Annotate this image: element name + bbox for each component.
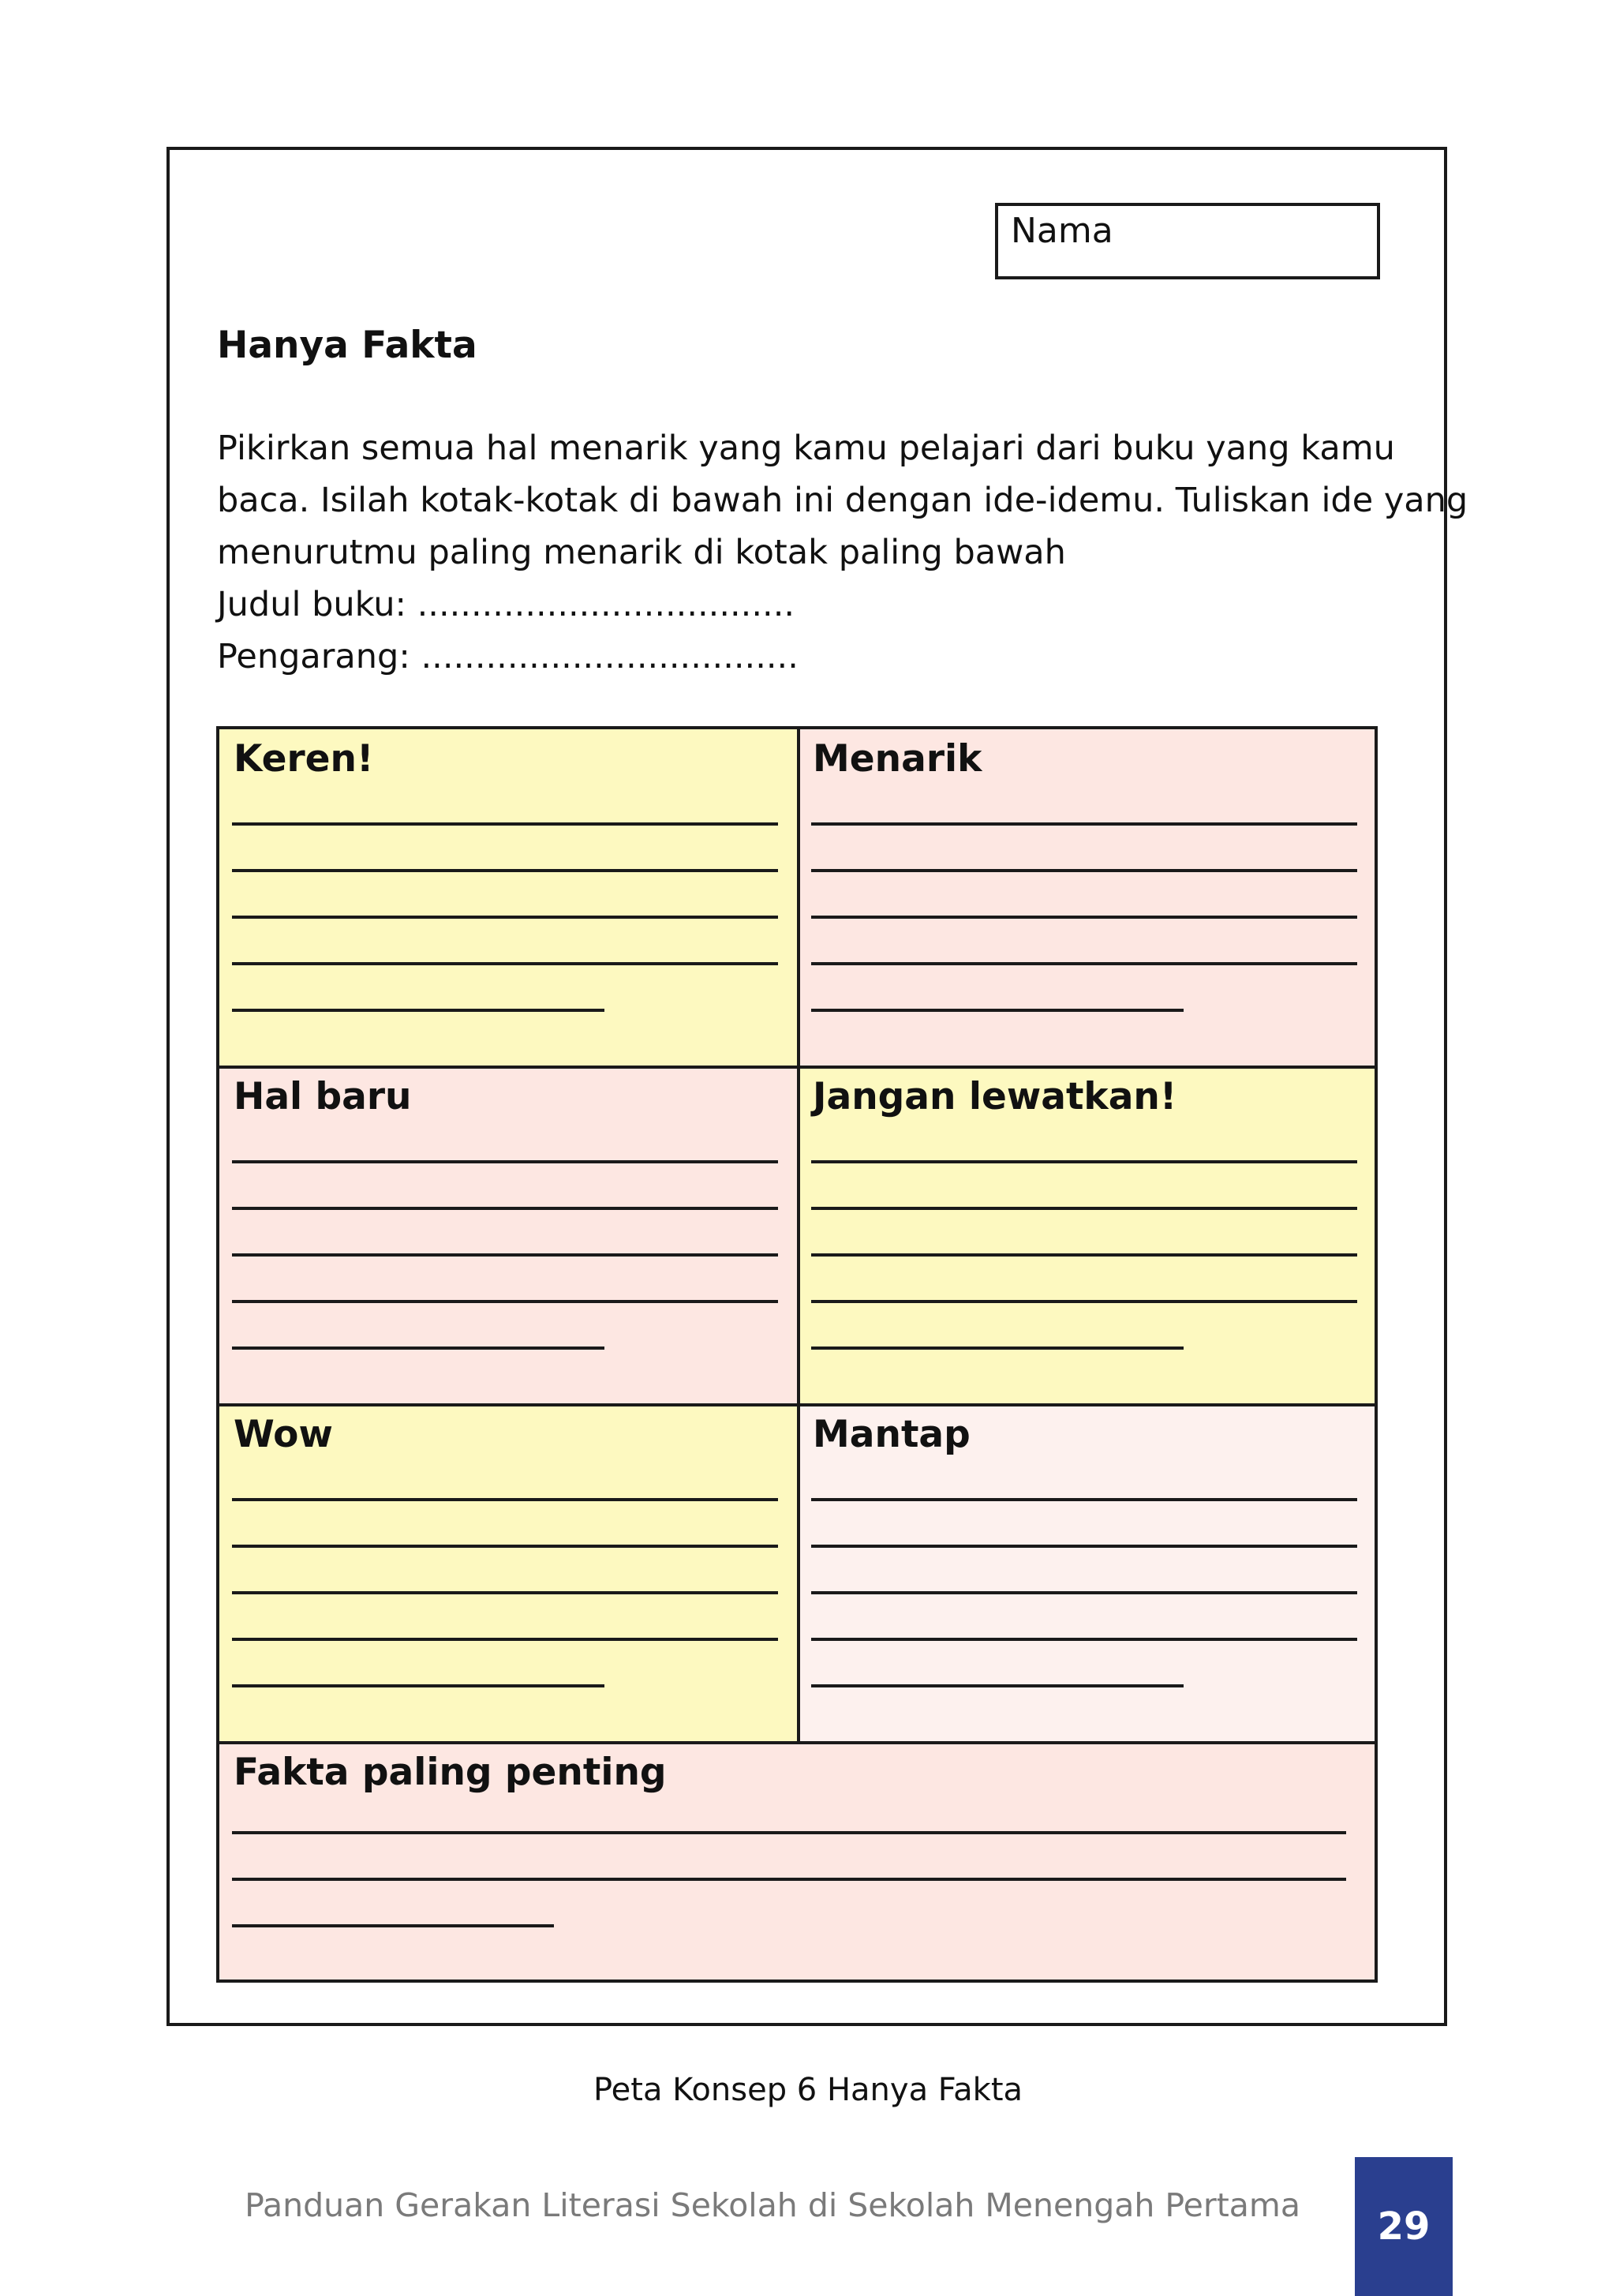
writing-line[interactable] bbox=[232, 1831, 1346, 1834]
writing-line[interactable] bbox=[811, 1498, 1357, 1501]
writing-line[interactable] bbox=[811, 1009, 1184, 1012]
cell-title: Jangan lewatkan! bbox=[813, 1075, 1177, 1118]
instruction-line-2: baca. Isilah kotak-kotak di bawah ini dengan ide-idemu. Tuliskan ide yang bbox=[217, 481, 1468, 520]
writing-line[interactable] bbox=[232, 1347, 604, 1350]
cell-mantap[interactable] bbox=[799, 1405, 1375, 1743]
cell-title: Hal baru bbox=[234, 1075, 412, 1118]
grid-divider bbox=[219, 1403, 1375, 1406]
author-field[interactable]: Pengarang: ................................... bbox=[217, 637, 799, 676]
writing-line[interactable] bbox=[232, 1684, 604, 1687]
cell-title: Keren! bbox=[234, 737, 374, 781]
cell-hal-baru[interactable] bbox=[219, 1067, 799, 1405]
writing-line[interactable] bbox=[811, 1160, 1357, 1163]
instruction-line-3: menurutmu paling menarik di kotak paling bawah bbox=[217, 533, 1066, 572]
writing-line[interactable] bbox=[811, 869, 1357, 872]
facts-grid bbox=[216, 726, 1378, 1983]
footer-text: Panduan Gerakan Literasi Sekolah di Sekolah Menengah Pertama bbox=[245, 2186, 1300, 2224]
writing-line[interactable] bbox=[811, 1300, 1357, 1303]
writing-line[interactable] bbox=[811, 1253, 1357, 1257]
cell-title: Menarik bbox=[813, 737, 982, 781]
writing-line[interactable] bbox=[232, 1160, 778, 1163]
writing-line[interactable] bbox=[811, 1545, 1357, 1548]
writing-line[interactable] bbox=[811, 1347, 1184, 1350]
writing-line[interactable] bbox=[232, 1878, 1346, 1881]
cell-jangan-lewatkan[interactable] bbox=[799, 1067, 1375, 1405]
cell-fakta-paling-penting[interactable] bbox=[219, 1743, 1375, 1980]
grid-divider bbox=[219, 1741, 1375, 1744]
page-number: 29 bbox=[1355, 2157, 1453, 2296]
writing-line[interactable] bbox=[232, 1545, 778, 1548]
instruction-line-1: Pikirkan semua hal menarik yang kamu pelajari dari buku yang kamu bbox=[217, 429, 1395, 468]
writing-line[interactable] bbox=[232, 1207, 778, 1210]
writing-line[interactable] bbox=[811, 822, 1357, 826]
grid-divider bbox=[797, 729, 800, 1743]
cell-keren[interactable] bbox=[219, 729, 799, 1067]
writing-line[interactable] bbox=[811, 1638, 1357, 1641]
writing-line[interactable] bbox=[811, 1207, 1357, 1210]
name-label: Nama bbox=[1011, 211, 1113, 251]
worksheet-title: Hanya Fakta bbox=[217, 324, 477, 367]
writing-line[interactable] bbox=[232, 822, 778, 826]
writing-line[interactable] bbox=[232, 1638, 778, 1641]
writing-line[interactable] bbox=[232, 1924, 554, 1927]
figure-caption: Peta Konsep 6 Hanya Fakta bbox=[593, 2072, 1023, 2108]
writing-line[interactable] bbox=[232, 916, 778, 919]
cell-title: Wow bbox=[234, 1413, 333, 1456]
cell-title: Fakta paling penting bbox=[234, 1751, 667, 1794]
writing-line[interactable] bbox=[232, 1498, 778, 1501]
writing-line[interactable] bbox=[811, 916, 1357, 919]
cell-wow[interactable] bbox=[219, 1405, 799, 1743]
writing-line[interactable] bbox=[232, 1591, 778, 1594]
writing-line[interactable] bbox=[811, 1684, 1184, 1687]
writing-line[interactable] bbox=[232, 869, 778, 872]
cell-menarik[interactable] bbox=[799, 729, 1375, 1067]
writing-line[interactable] bbox=[232, 1009, 604, 1012]
grid-divider bbox=[219, 1066, 1375, 1069]
writing-line[interactable] bbox=[232, 1300, 778, 1303]
writing-line[interactable] bbox=[811, 962, 1357, 965]
instructions bbox=[217, 422, 1468, 683]
writing-line[interactable] bbox=[811, 1591, 1357, 1594]
name-field[interactable] bbox=[995, 203, 1380, 279]
writing-line[interactable] bbox=[232, 1253, 778, 1257]
writing-line[interactable] bbox=[232, 962, 778, 965]
cell-title: Mantap bbox=[813, 1413, 971, 1456]
book-title-field[interactable]: Judul buku: ................................... bbox=[217, 585, 795, 624]
